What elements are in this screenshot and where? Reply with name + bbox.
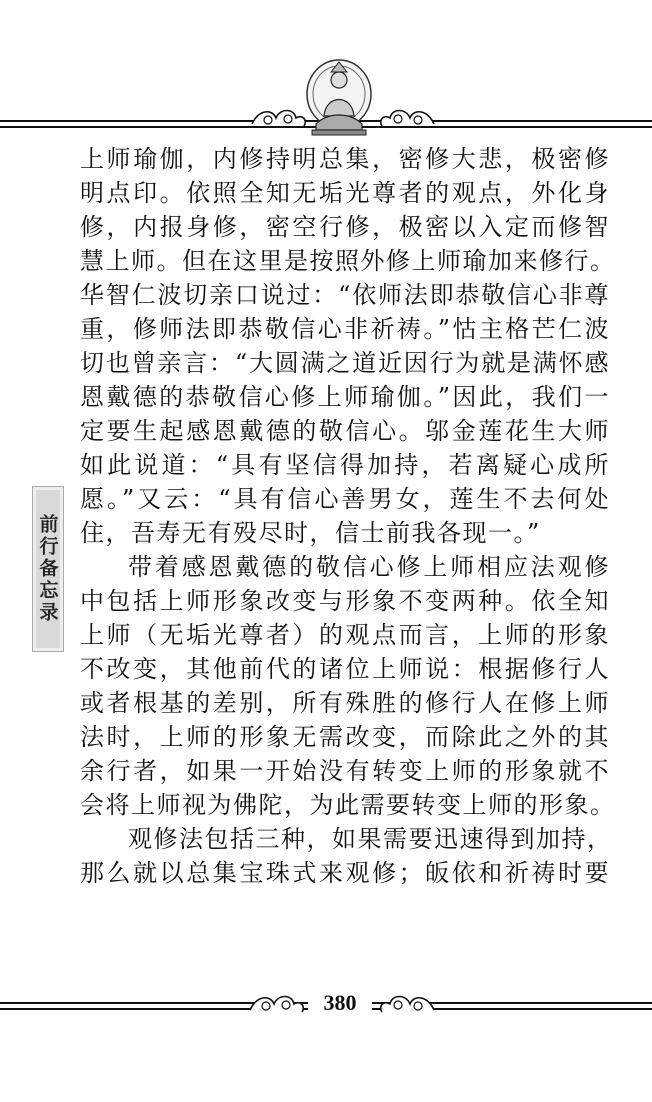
side-tab (32, 486, 64, 652)
text-line: 住，吾寿无有殁尽时，信士前我各现一。” (80, 519, 541, 547)
text-line: 那么就以总集宝珠式来观修；皈依和祈祷时要 (80, 859, 610, 887)
text-line: 会将上师视为佛陀，为此需要转变上师的形象。 (80, 791, 616, 819)
side-tab-title: 前行备忘录 (36, 514, 59, 624)
paragraph-first-line: 观修法包括三种，如果需要迅速得到加持， (128, 825, 613, 853)
text-line: 法时，上师的形象无需改变，而除此之外的其 (80, 723, 610, 751)
cloud-right-icon (378, 990, 436, 1016)
text-line: 慧上师。但在这里是按照外修上师瑜加来修行。 (80, 247, 616, 275)
text-line: 定要生起感恩戴德的敬信心。邬金莲花生大师 (80, 417, 610, 445)
text-line: 明点印。依照全知无垢光尊者的观点，外化身 (80, 179, 610, 207)
text-line: 或者根基的差别，所有殊胜的修行人在修上师 (80, 689, 610, 717)
text-line: 恩戴德的恭敬信心修上师瑜伽。”因此，我们一 (80, 383, 610, 411)
text-line: 不改变，其他前代的诸位上师说：根据修行人 (80, 655, 610, 683)
text-line: 修，内报身修，密空行修，极密以入定而修智 (80, 213, 610, 241)
page-number: 380 (308, 990, 372, 1016)
text-line: 重，修师法即恭敬信心非祈祷。”怙主格芒仁波 (80, 315, 610, 343)
cloud-left-icon (250, 104, 308, 130)
paragraph-first-line: 带着感恩戴德的敬信心修上师相应法观修 (128, 553, 610, 581)
text-line: 切也曾亲言：“大圆满之道近因行为就是满怀感 (80, 349, 610, 377)
text-line: 中包括上师形象改变与形象不变两种。依全知 (80, 587, 610, 615)
text-line: 如此说道：“具有坚信得加持，若离疑心成所 (80, 451, 610, 479)
text-line: 上师（无垢光尊者）的观点而言，上师的形象 (80, 621, 610, 649)
text-line: 愿。”又云：“具有信心善男女，莲生不去何处 (80, 485, 610, 513)
text-line: 余行者，如果一开始没有转变上师的形象就不 (80, 757, 610, 785)
body-text (80, 142, 616, 890)
text-line: 上师瑜伽，内修持明总集，密修大悲，极密修 (80, 145, 610, 173)
cloud-right-icon (378, 104, 436, 130)
cloud-left-icon (248, 990, 306, 1016)
deity-figure-icon (304, 58, 374, 136)
text-line: 华智仁波切亲口说过：“依师法即恭敬信心非尊 (80, 281, 610, 309)
